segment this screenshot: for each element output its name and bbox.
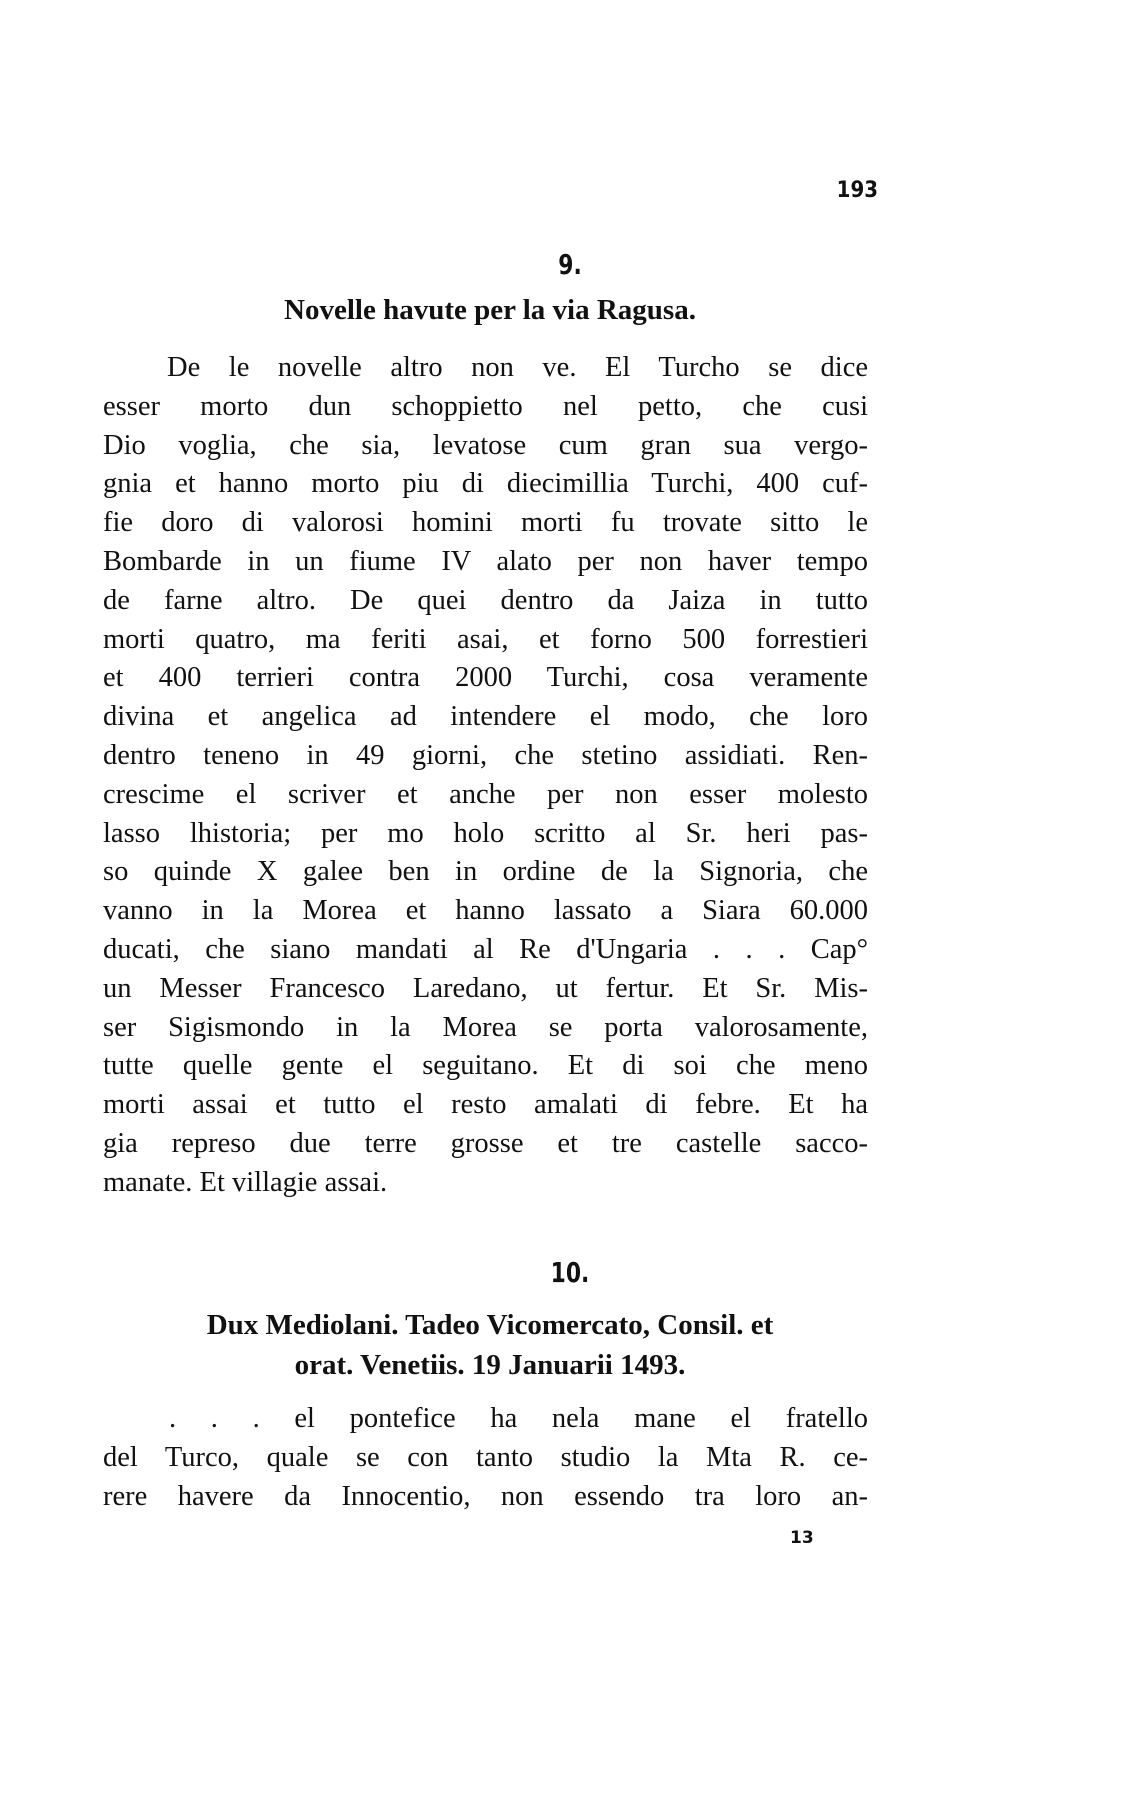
text-line: fie doro di valorosi homini morti fu trovate sitto le	[103, 507, 868, 539]
section-title: Novelle havute per la via Ragusa.	[284, 294, 696, 326]
text-line: de farne altro. De quei dentro da Jaiza in tutto	[103, 584, 868, 616]
text-line: divina et angelica ad intendere el modo, che loro	[103, 701, 868, 733]
section-body	[103, 349, 868, 1203]
text-line: tutte quelle gente el seguitano. Et di soi che meno	[103, 1050, 868, 1082]
text-line: lasso lhistoria; per mo holo scritto al Sr. heri pas-	[103, 817, 868, 849]
text-line: esser morto dun schoppietto nel petto, che cusi	[103, 390, 868, 422]
text-line: gia represo due terre grosse et tre castelle sacco-	[103, 1127, 868, 1159]
text-line: et 400 terrieri contra 2000 Turchi, cosa veramente	[103, 662, 868, 694]
text-line: Dio voglia, che sia, levatose cum gran sua vergo-	[103, 429, 868, 461]
text-line: vanno in la Morea et hanno lassato a Siara 60.000	[103, 895, 868, 927]
text-line: dentro teneno in 49 giorni, che stetino assidiati. Ren-	[103, 739, 868, 771]
text-line: Bombarde in un fiume IV alato per non haver tempo	[103, 545, 868, 577]
text-line: gnia et hanno morto piu di diecimillia Turchi, 400 cuf-	[103, 468, 868, 500]
text-line: ser Sigismondo in la Morea se porta valorosamente,	[103, 1011, 868, 1043]
text-line: morti quatro, ma feriti asai, et forno 500 forrestieri	[103, 623, 868, 655]
text-line: crescime el scriver et anche per non esser molesto	[103, 778, 868, 810]
section-title-line: orat. Venetiis. 19 Januarii 1493.	[294, 1349, 686, 1381]
signature-mark: 13	[790, 1528, 814, 1548]
page-number: 193	[836, 178, 878, 203]
section-number: 10.	[550, 1256, 590, 1289]
text-line: De le novelle altro non ve. El Turcho se dice	[167, 352, 868, 383]
text-line: del Turco, quale se con tanto studio la Mta R. ce-	[103, 1441, 868, 1473]
text-line: . . . el pontefice ha nela mane el fratello	[169, 1403, 868, 1434]
section-title-line: Dux Mediolani. Tadeo Vicomercato, Consil. et	[206, 1309, 774, 1341]
section-number: 9.	[558, 248, 582, 281]
text-line: rere havere da Innocentio, non essendo tra loro an-	[103, 1480, 868, 1512]
section-body	[103, 1400, 868, 1516]
text-line: ducati, che siano mandati al Re d'Ungaria . . . Cap°	[103, 933, 868, 965]
text-line: so quinde X galee ben in ordine de la Signoria, che	[103, 856, 868, 888]
text-line: manate. Et villagie assai.	[103, 1166, 388, 1198]
text-line: un Messer Francesco Laredano, ut fertur. Et Sr. Mis-	[103, 972, 868, 1004]
text-line: morti assai et tutto el resto amalati di febre. Et ha	[103, 1089, 868, 1121]
